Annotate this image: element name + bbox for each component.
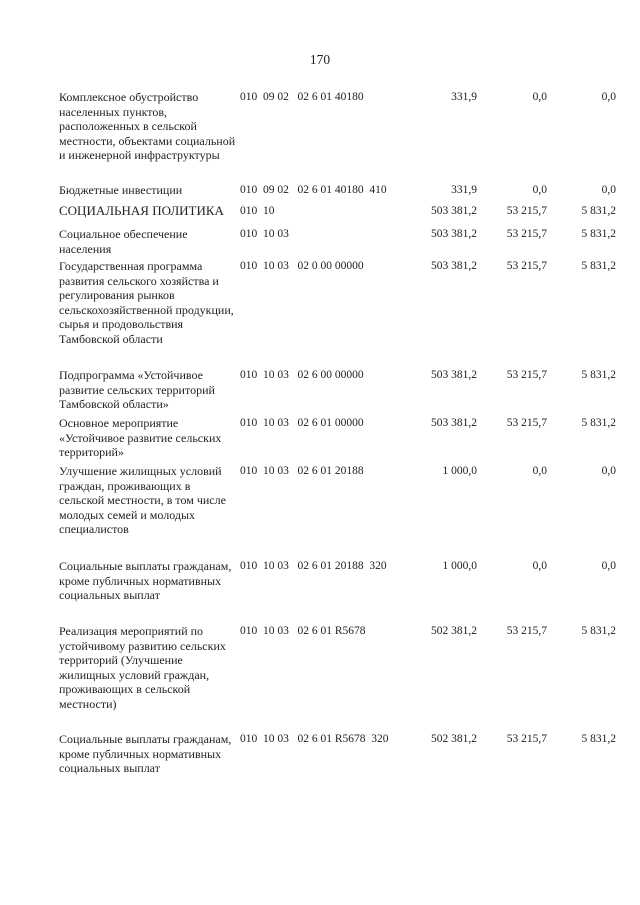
row-code: 010 10 03 02 6 01 R5678 320 <box>240 733 389 745</box>
row-value-2: 0,0 <box>532 465 547 477</box>
row-name: Социальные выплаты гражданам, кроме публичных нормативных социальных выплат <box>59 559 232 603</box>
row-name: Бюджетные инвестиции <box>59 183 183 197</box>
row-value-3: 5 831,2 <box>581 733 616 745</box>
row-value-3: 5 831,2 <box>581 228 616 240</box>
row-code: 010 10 03 02 0 00 00000 <box>240 260 364 272</box>
row-value-2: 53 215,7 <box>506 228 547 240</box>
row-value-3: 0,0 <box>601 184 616 196</box>
row-value-1: 331,9 <box>451 91 477 103</box>
row-value-2: 53 215,7 <box>506 733 547 745</box>
row-value-2: 53 215,7 <box>506 205 547 217</box>
row-name: Социальное обеспечение населения <box>59 227 188 256</box>
row-value-3: 0,0 <box>601 560 616 572</box>
row-code: 010 10 03 02 6 01 20188 <box>240 465 364 477</box>
row-code: 010 09 02 02 6 01 40180 410 <box>240 184 387 196</box>
row-value-2: 0,0 <box>532 91 547 103</box>
row-code: 010 10 03 <box>240 228 289 240</box>
row-code: 010 10 03 02 6 00 00000 <box>240 369 364 381</box>
row-name: Подпрограмма «Устойчивое развитие сельских территорий Тамбовской области» <box>59 368 215 412</box>
row-code: 010 10 03 02 6 01 00000 <box>240 417 364 429</box>
row-value-2: 0,0 <box>532 560 547 572</box>
row-value-3: 5 831,2 <box>581 205 616 217</box>
row-value-1: 503 381,2 <box>431 260 477 272</box>
row-value-3: 0,0 <box>601 91 616 103</box>
row-value-2: 53 215,7 <box>506 625 547 637</box>
row-value-1: 503 381,2 <box>431 228 477 240</box>
row-value-1: 1 000,0 <box>442 560 477 572</box>
row-name: Социальные выплаты гражданам, кроме публичных нормативных социальных выплат <box>59 732 232 776</box>
row-value-3: 5 831,2 <box>581 417 616 429</box>
row-value-1: 503 381,2 <box>431 369 477 381</box>
row-name: Реализация мероприятий по устойчивому развитию сельских территорий (Улучшение жилищных условий граждан, проживающих в сельской местности) <box>59 624 226 711</box>
row-code: 010 10 03 02 6 01 R5678 <box>240 625 366 637</box>
row-value-2: 0,0 <box>532 184 547 196</box>
row-value-1: 503 381,2 <box>431 417 477 429</box>
row-value-3: 0,0 <box>601 465 616 477</box>
row-value-2: 53 215,7 <box>506 417 547 429</box>
row-value-3: 5 831,2 <box>581 369 616 381</box>
row-value-3: 5 831,2 <box>581 625 616 637</box>
row-code: 010 10 <box>240 205 275 217</box>
page-number: 170 <box>309 52 331 67</box>
row-code: 010 09 02 02 6 01 40180 <box>240 91 364 103</box>
row-name: Основное мероприятие «Устойчивое развитие сельских территорий» <box>59 416 222 460</box>
row-value-1: 502 381,2 <box>431 625 477 637</box>
row-name: СОЦИАЛЬНАЯ ПОЛИТИКА <box>59 203 224 218</box>
row-name: Улучшение жилищных условий граждан, проживающих в сельской местности, в том числе молодых семей и молодых специалистов <box>59 464 226 537</box>
row-value-3: 5 831,2 <box>581 260 616 272</box>
row-name: Комплексное обустройство населенных пунктов, расположенных в сельской местности, объектами социальной и инженерной инфраструктуры <box>59 90 236 163</box>
row-value-1: 503 381,2 <box>431 205 477 217</box>
row-code: 010 10 03 02 6 01 20188 320 <box>240 560 387 572</box>
row-value-2: 53 215,7 <box>506 369 547 381</box>
row-value-1: 1 000,0 <box>442 465 477 477</box>
row-value-1: 502 381,2 <box>431 733 477 745</box>
row-value-1: 331,9 <box>451 184 477 196</box>
row-value-2: 53 215,7 <box>506 260 547 272</box>
row-name: Государственная программа развития сельского хозяйства и регулирования рынков сельскохозяйственной продукции, сырья и продовольствия Тамбовской области <box>59 259 234 346</box>
